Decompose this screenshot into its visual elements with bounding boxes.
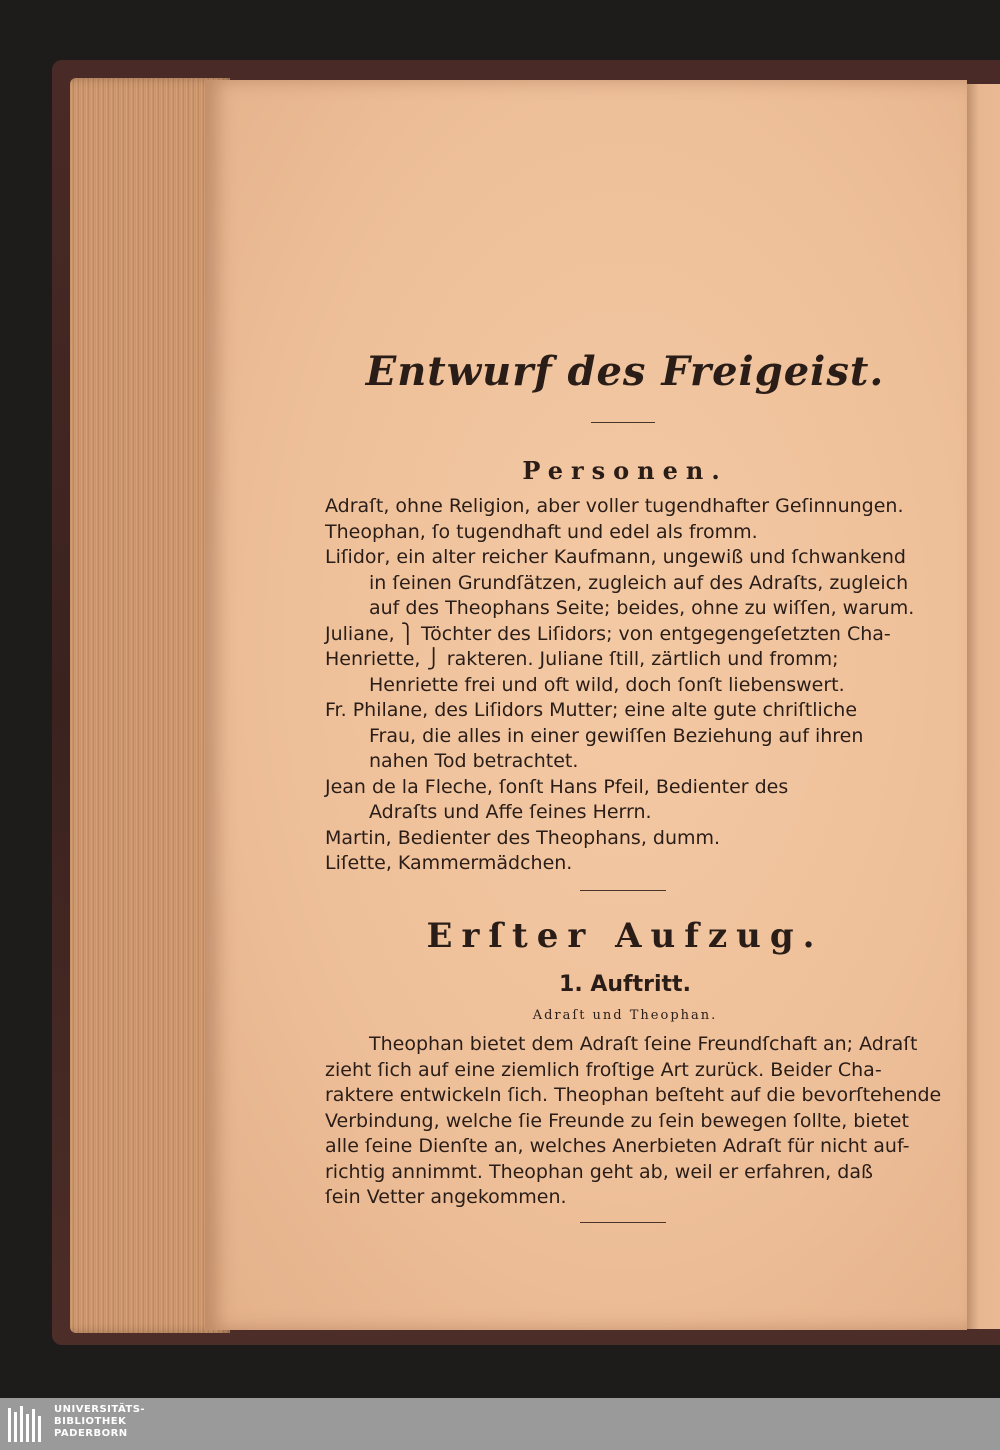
summary-line: alle ſeine Dienſte an, welches Anerbieten Adraſt für nicht auf-	[325, 1135, 910, 1157]
book-page	[205, 80, 967, 1330]
summary-line: zieht ſich auf eine ziemlich froſtige Art zurück. Beider Cha-	[325, 1058, 882, 1081]
divider-rule	[591, 422, 655, 423]
cast-line: Jean de la Fleche, ſonſt Hans Pfeil, Bedienter des	[325, 775, 789, 798]
cast-line: auf des Theophans Seite; beides, ohne zu wiſſen, warum.	[369, 597, 915, 619]
summary-line: richtig annimmt. Theophan geht ab, weil er erfahren, daß	[325, 1160, 873, 1183]
scene-heading: 1. Auftritt.	[559, 972, 691, 997]
cast-line: Liſidor, ein alter reicher Kaufmann, ungewiß und ſchwankend	[325, 546, 906, 568]
cast-line: Martin, Bedienter des Theophans, dumm.	[325, 826, 721, 849]
cast-line: Henriette, ⎭ rakteren. Juliane ſtill, zärtlich und fromm;	[325, 648, 839, 670]
cast-line: in ſeinen Grundſätzen, zugleich auf des Adraſts, zugleich	[369, 571, 909, 594]
cast-line: Theophan, ſo tugendhaft und edel als fromm.	[325, 520, 758, 543]
cast-line: Liſette, Kammermädchen.	[325, 852, 573, 874]
library-footer	[0, 1398, 1000, 1450]
cast-line: nahen Tod betrachtet.	[369, 750, 579, 772]
library-name	[54, 1404, 145, 1440]
cast-line: Adraſt, ohne Religion, aber voller tugendhafter Geſinnungen.	[325, 495, 904, 517]
summary-line: ſein Vetter angekommen.	[325, 1186, 567, 1208]
summary-line: Verbindung, welche ſie Freunde zu ſein bewegen ſollte, bietet	[325, 1109, 909, 1132]
persons-heading: Personen.	[522, 456, 728, 485]
university-library-logo-icon	[6, 1402, 46, 1446]
facing-page-edge	[965, 84, 1000, 1329]
summary-line: Theophan bietet dem Adraſt ſeine Freundſchaft an; Adraſt	[369, 1033, 918, 1055]
library-name-line: UNIVERSITÄTS-	[54, 1404, 146, 1415]
cast-line: Fr. Philane, des Liſidors Mutter; eine alte gute chriſtliche	[325, 699, 858, 721]
cast-line: Henriette frei und oft wild, doch ſonſt liebenswert.	[369, 673, 845, 696]
scene-persons: Adraſt und Theophan.	[532, 1008, 718, 1023]
summary-line: raktere entwickeln ſich. Theophan beſteht auf die bevorſtehende	[325, 1084, 942, 1106]
act-heading: Erſter Aufzug.	[426, 916, 824, 956]
divider-rule	[580, 890, 666, 891]
scene-summary	[325, 1032, 942, 1211]
cast-line: Adraſts und Affe ſeines Herrn.	[369, 801, 652, 823]
cast-line: Juliane, ⎫ Töchter des Liſidors; von entgegengeſetzten Cha-	[325, 622, 891, 645]
cast-list	[325, 494, 925, 877]
divider-rule	[580, 1222, 666, 1223]
page-title: Entwurf des Freigeist.	[365, 348, 885, 395]
cast-line: Frau, die alles in einer gewiſſen Beziehung auf ihren	[369, 724, 864, 747]
library-name-line: PADERBORN	[54, 1428, 128, 1439]
library-name-line: BIBLIOTHEK	[54, 1416, 127, 1427]
